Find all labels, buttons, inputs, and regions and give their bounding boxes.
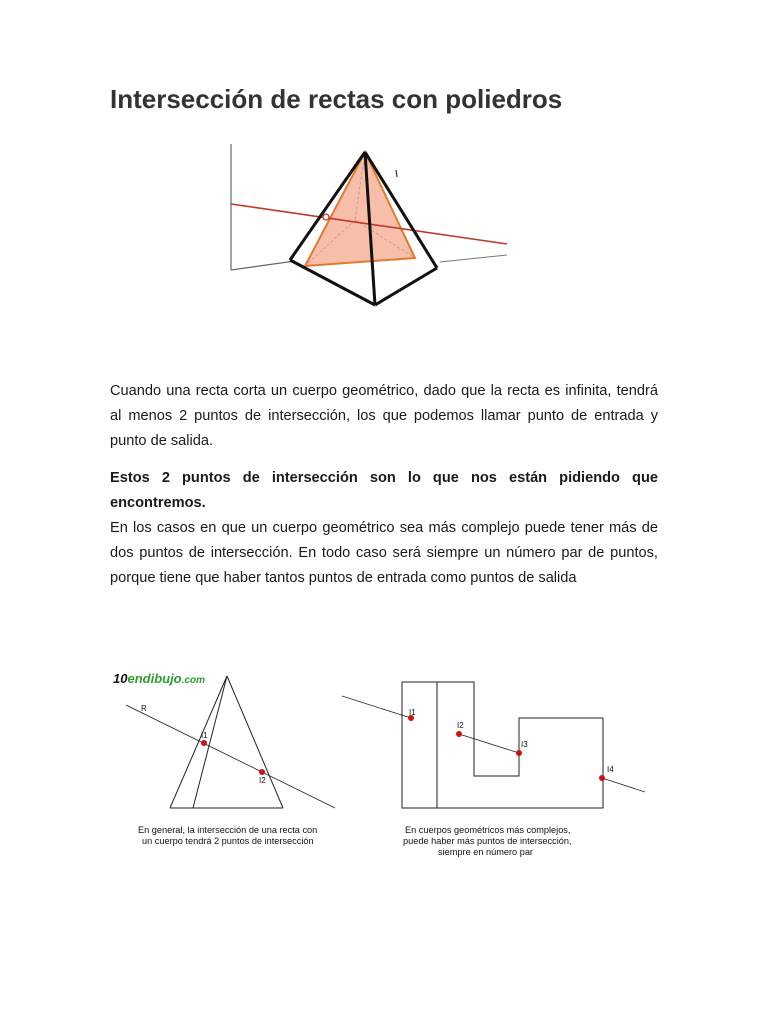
caption-right-line3: siempre en número par <box>438 847 533 857</box>
pyramid-face <box>305 152 415 266</box>
point-label-i4-right: I4 <box>607 765 614 774</box>
intro-paragraph: Cuando una recta corta un cuerpo geométrico, dado que la recta es infinita, tendrá al menos 2 puntos de intersección, los que podemos llamar punto de entrada y punto de salida. <box>110 383 658 449</box>
line-right-seg1 <box>342 696 411 718</box>
complex-body-outline <box>402 682 603 808</box>
pyramid-base-edge <box>375 268 437 305</box>
site-logo <box>113 671 205 686</box>
line-right-seg2 <box>459 734 519 753</box>
point-label-i3-right: I3 <box>521 740 528 749</box>
caption-right-line2: puede haber más puntos de intersección, <box>403 836 572 846</box>
bold-paragraph: Estos 2 puntos de intersección son lo que nos están pidiendo que encontremos. <box>110 470 658 511</box>
small-tick <box>396 170 397 177</box>
ground-line <box>231 261 295 270</box>
pyramid-intersection-figure <box>225 140 525 310</box>
entry-point <box>323 214 329 220</box>
intersection-point-i3-right <box>516 750 522 756</box>
caption-left-line2: un cuerpo tendrá 2 puntos de intersección <box>142 836 314 846</box>
point-label-i1: I1 <box>201 731 208 740</box>
line-right-seg3 <box>602 778 645 792</box>
intersection-point-i4-right <box>599 775 605 781</box>
body-paragraph: En los casos en que un cuerpo geométrico sea más complejo puede tener más de dos puntos de intersección. En todo caso será siempre un número par de puntos, porque tiene que haber tantos puntos de entrada como puntos de salida <box>110 520 658 586</box>
pyramid-base-edge <box>290 260 375 305</box>
triangle-edge-right <box>227 676 283 808</box>
caption-left-line1: En general, la intersección de una recta con <box>138 825 318 835</box>
point-label-i1-right: I1 <box>409 708 416 717</box>
logo-suffix: .com <box>181 675 205 686</box>
intersection-point-i1 <box>201 740 207 746</box>
page-title: Intersección de rectas con poliedros <box>110 84 563 114</box>
intersection-point-i2-right <box>456 731 462 737</box>
intersection-examples-figure <box>110 665 670 870</box>
line-r-left <box>126 705 335 808</box>
ground-line-right <box>440 255 507 262</box>
point-label-i2-right: I2 <box>457 721 464 730</box>
point-label-i2: I2 <box>259 776 266 785</box>
logo-green-text: endibujo <box>127 671 182 686</box>
caption-right-line1: En cuerpos geométricos más complejos, <box>405 825 571 835</box>
line-r-label: R <box>141 704 147 713</box>
intersection-point-i2 <box>259 769 265 775</box>
logo-prefix: 10 <box>113 671 128 686</box>
